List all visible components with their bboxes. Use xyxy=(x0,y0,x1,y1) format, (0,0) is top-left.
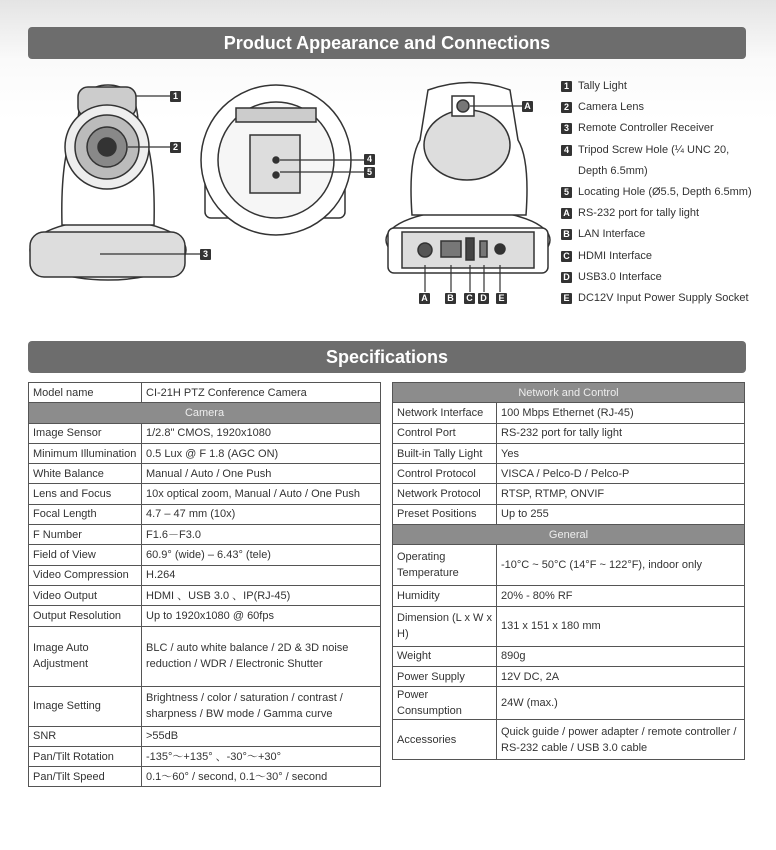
legend-marker: D xyxy=(561,272,572,283)
spec-label: Operating Temperature xyxy=(393,545,497,586)
callout-2: 2 xyxy=(170,142,181,153)
table-row xyxy=(393,403,745,423)
table-row xyxy=(29,686,381,726)
spec-label: Accessories xyxy=(393,720,497,760)
spec-label: Preset Positions xyxy=(393,504,497,524)
table-row xyxy=(29,565,381,585)
callout-c: C xyxy=(464,293,475,304)
spec-value: BLC / auto white balance / 2D & 3D noise reduction / WDR / Electronic Shutter xyxy=(142,626,381,686)
table-row xyxy=(29,606,381,626)
table-row xyxy=(393,443,745,463)
spec-value: 60.9° (wide) – 6.43° (tele) xyxy=(142,545,381,565)
spec-value: -10°C ~ 50°C (14°F ~ 122°F), indoor only xyxy=(497,545,745,586)
legend-marker: 4 xyxy=(561,145,572,156)
spec-value: RS-232 port for tally light xyxy=(497,423,745,443)
spec-label: Pan/Tilt Speed xyxy=(29,767,142,787)
legend-marker: A xyxy=(561,208,572,219)
spec-label: Power Consumption xyxy=(393,687,497,720)
spec-value: 131 x 151 x 180 mm xyxy=(497,606,745,646)
table-row xyxy=(393,646,745,666)
spec-label: Network Protocol xyxy=(393,484,497,504)
table-row xyxy=(393,423,745,443)
spec-value: Brightness / color / saturation / contrast / sharpness / BW mode / Gamma curve xyxy=(142,686,381,726)
legend-marker: 5 xyxy=(561,187,572,198)
callout-3: 3 xyxy=(200,249,211,260)
spec-label: Humidity xyxy=(393,586,497,606)
spec-value: 0.1～60° / second, 0.1～30° / second xyxy=(142,767,381,787)
table-row xyxy=(393,484,745,504)
specifications-banner: Specifications xyxy=(28,341,746,373)
legend-text: Camera Lens xyxy=(578,101,645,114)
section-header-network: Network and Control xyxy=(393,383,745,403)
legend-text: Tripod Screw Hole (¼ UNC 20, Depth 6.5mm) xyxy=(578,143,730,177)
spec-value: 100 Mbps Ethernet (RJ-45) xyxy=(497,403,745,423)
callout-5: 5 xyxy=(364,167,375,178)
front-view-camera xyxy=(30,85,186,280)
table-row xyxy=(29,464,381,484)
table-row xyxy=(393,666,745,686)
callout-e: E xyxy=(496,293,507,304)
spec-label: Pan/Tilt Rotation xyxy=(29,746,142,766)
legend-list xyxy=(561,80,752,313)
table-row xyxy=(393,545,745,586)
spec-label: Control Port xyxy=(393,423,497,443)
spec-value: HDMI 、USB 3.0 、IP(RJ-45) xyxy=(142,585,381,605)
spec-label: White Balance xyxy=(29,464,142,484)
table-row xyxy=(29,443,381,463)
spec-label: Power Supply xyxy=(393,666,497,686)
spec-value: 20% - 80% RF xyxy=(497,586,745,606)
legend-marker: 3 xyxy=(561,123,572,134)
legend-text: RS-232 port for tally light xyxy=(578,207,700,220)
legend-text: LAN Interface xyxy=(578,228,646,241)
spec-value: H.264 xyxy=(142,565,381,585)
table-row xyxy=(29,746,381,766)
spec-label: SNR xyxy=(29,726,142,746)
spec-value: CI-21H PTZ Conference Camera xyxy=(142,383,381,403)
table-row xyxy=(29,525,381,545)
table-row xyxy=(393,606,745,646)
table-row xyxy=(29,767,381,787)
legend-marker: E xyxy=(561,293,572,304)
spec-label: F Number xyxy=(29,525,142,545)
legend-text: Tally Light xyxy=(578,80,627,92)
callout-1: 1 xyxy=(170,91,181,102)
spec-value: 0.5 Lux @ F 1.8 (AGC ON) xyxy=(142,443,381,463)
legend-text: Remote Controller Receiver xyxy=(578,122,714,135)
table-row xyxy=(393,586,745,606)
spec-value: VISCA / Pelco-D / Pelco-P xyxy=(497,464,745,484)
legend-text: DC12V Input Power Supply Socket xyxy=(578,291,749,304)
camera-illustrations xyxy=(0,60,560,320)
spec-label: Network Interface xyxy=(393,403,497,423)
spec-label: Dimension (L x W x H) xyxy=(393,606,497,646)
table-row xyxy=(29,545,381,565)
section-header-general: General xyxy=(393,525,745,545)
table-row xyxy=(393,504,745,524)
network-general-spec-table xyxy=(392,382,745,760)
table-row xyxy=(29,423,381,443)
spec-value: Quick guide / power adapter / remote controller / RS-232 cable / USB 3.0 cable xyxy=(497,720,745,760)
spec-value: 4.7 – 47 mm (10x) xyxy=(142,504,381,524)
spec-value: >55dB xyxy=(142,726,381,746)
spec-label: Control Protocol xyxy=(393,464,497,484)
spec-label: Built-in Tally Light xyxy=(393,443,497,463)
spec-value: Yes xyxy=(497,443,745,463)
legend-marker: 1 xyxy=(561,81,572,92)
spec-value: Up to 1920x1080 @ 60fps xyxy=(142,606,381,626)
spec-label: Lens and Focus xyxy=(29,484,142,504)
table-row xyxy=(393,720,745,760)
spec-label: Video Output xyxy=(29,585,142,605)
table-row xyxy=(29,504,381,524)
spec-value: 890g xyxy=(497,646,745,666)
table-row xyxy=(29,484,381,504)
spec-value: 12V DC, 2A xyxy=(497,666,745,686)
table-row xyxy=(29,383,381,403)
spec-label: Minimum Illumination xyxy=(29,443,142,463)
camera-spec-table xyxy=(28,382,381,787)
spec-label: Field of View xyxy=(29,545,142,565)
spec-label: Image Sensor xyxy=(29,423,142,443)
spec-label: Video Compression xyxy=(29,565,142,585)
appearance-banner: Product Appearance and Connections xyxy=(28,27,746,59)
table-row xyxy=(29,626,381,686)
legend-text: USB3.0 Interface xyxy=(578,270,662,283)
spec-value: RTSP, RTMP, ONVIF xyxy=(497,484,745,504)
callout-b: B xyxy=(445,293,456,304)
table-row xyxy=(29,585,381,605)
callout-a-top: A xyxy=(522,101,533,112)
legend-text: Locating Hole (Ø5.5, Depth 6.5mm) xyxy=(578,185,752,198)
spec-label: Weight xyxy=(393,646,497,666)
callout-d: D xyxy=(478,293,489,304)
section-header-camera: Camera xyxy=(29,403,381,423)
spec-label: Output Resolution xyxy=(29,606,142,626)
spec-value: Manual / Auto / One Push xyxy=(142,464,381,484)
spec-value: Up to 255 xyxy=(497,504,745,524)
table-row xyxy=(393,464,745,484)
spec-value: 1/2.8" CMOS, 1920x1080 xyxy=(142,423,381,443)
table-row xyxy=(393,687,745,720)
legend-marker: B xyxy=(561,229,572,240)
spec-label: Image Setting xyxy=(29,686,142,726)
spec-label: Model name xyxy=(29,383,142,403)
spec-label: Image Auto Adjustment xyxy=(29,626,142,686)
spec-value: 10x optical zoom, Manual / Auto / One Push xyxy=(142,484,381,504)
legend-text: HDMI Interface xyxy=(578,249,652,262)
callout-4: 4 xyxy=(364,154,375,165)
legend-marker: 2 xyxy=(561,102,572,113)
spec-value: F1.6－F3.0 xyxy=(142,525,381,545)
spec-label: Focal Length xyxy=(29,504,142,524)
callout-a: A xyxy=(419,293,430,304)
spec-value: -135°～+135° 、-30°～+30° xyxy=(142,746,381,766)
table-row xyxy=(29,726,381,746)
legend-marker: C xyxy=(561,251,572,262)
spec-value: 24W (max.) xyxy=(497,687,745,720)
